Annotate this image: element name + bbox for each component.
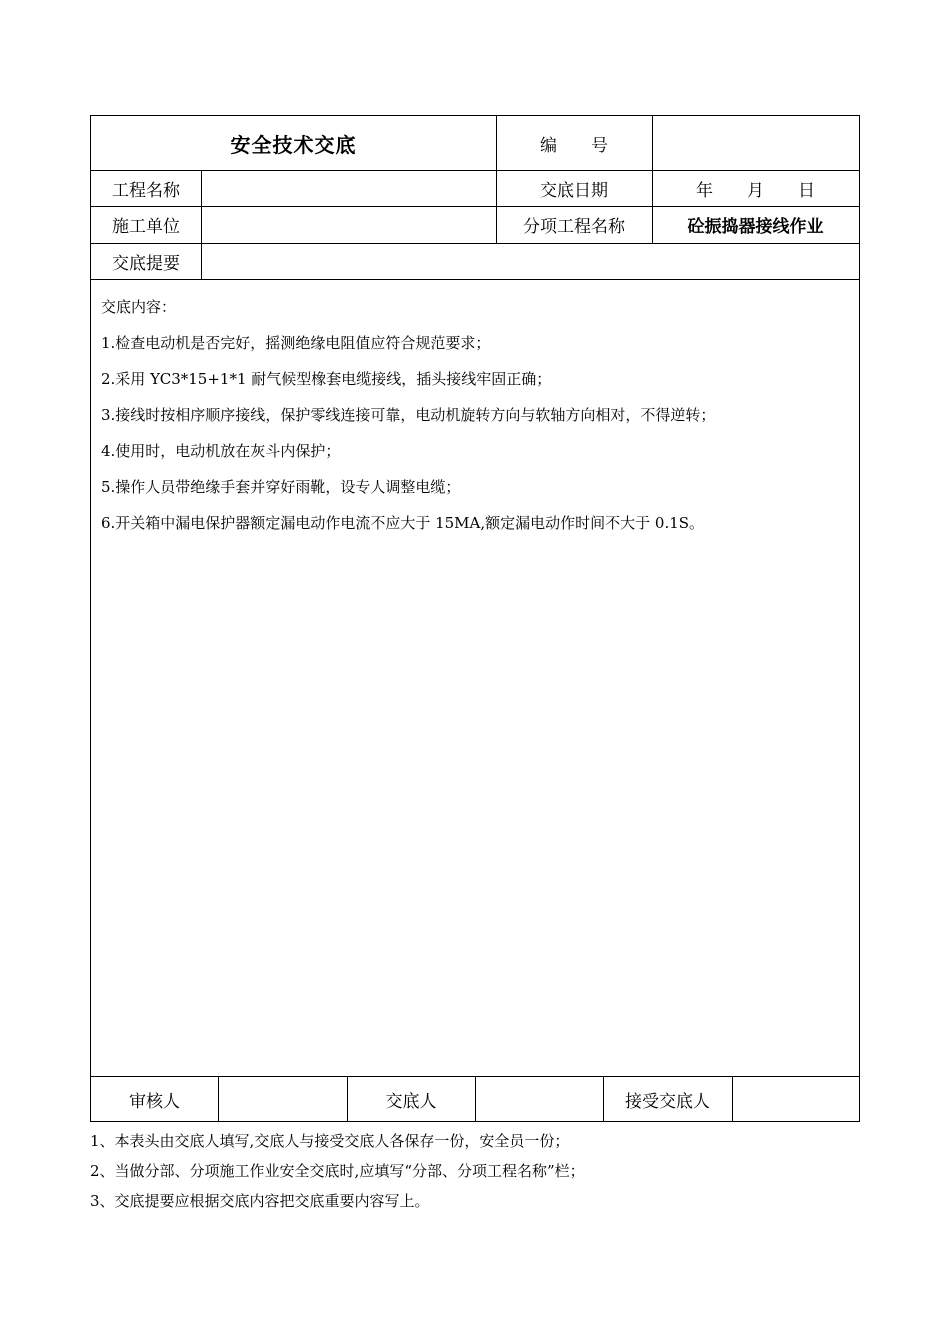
content-heading: 交底内容： bbox=[101, 298, 177, 316]
project-name-value[interactable] bbox=[201, 170, 496, 206]
content-item: 1.检查电动机是否完好，摇测绝缘电阻值应符合规范要求； bbox=[101, 334, 491, 352]
discloser-value[interactable] bbox=[475, 1076, 603, 1122]
footnote: 2、当做分部、分项施工作业安全交底时,应填写“分部、分项工程名称”栏； bbox=[90, 1162, 585, 1180]
sub-project-label: 分项工程名称 bbox=[523, 217, 625, 237]
footnote: 3、交底提要应根据交底内容把交底重要内容写上。 bbox=[90, 1192, 430, 1210]
receiver-value[interactable] bbox=[732, 1076, 859, 1122]
summary-label: 交底提要 bbox=[112, 253, 180, 274]
content-area bbox=[91, 279, 859, 1076]
summary-value[interactable] bbox=[201, 243, 859, 279]
date-label: 交底日期 bbox=[540, 180, 608, 201]
content-item: 2.采用 YC3*15+1*1 耐气候型橡套电缆接线，插头接线牢固正确； bbox=[101, 370, 552, 388]
sub-project-value[interactable]: 砼振捣器接线作业 bbox=[687, 217, 824, 237]
date-value[interactable]: 年 月 日 bbox=[696, 180, 815, 201]
reviewer-value[interactable] bbox=[218, 1076, 347, 1122]
discloser-label: 交底人 bbox=[385, 1091, 437, 1112]
content-text bbox=[101, 289, 849, 541]
content-item: 4.使用时，电动机放在灰斗内保护； bbox=[101, 442, 341, 460]
content-item: 3.接线时按相序顺序接线，保护零线连接可靠，电动机旋转方向与软轴方向相对，不得逆转； bbox=[101, 406, 716, 424]
safety-disclosure-form bbox=[90, 115, 860, 1122]
number-label: 编 号 bbox=[540, 135, 608, 156]
reviewer-label: 审核人 bbox=[129, 1091, 180, 1112]
unit-label: 施工单位 bbox=[112, 217, 180, 237]
unit-value[interactable] bbox=[201, 206, 496, 243]
content-item: 6.开关箱中漏电保护器额定漏电动作电流不应大于 15MA,额定漏电动作时间不大于 0.1S。 bbox=[101, 514, 705, 532]
project-name-label: 工程名称 bbox=[112, 180, 180, 201]
number-value[interactable] bbox=[652, 116, 859, 170]
footnotes bbox=[90, 1126, 585, 1216]
form-title: 安全技术交底 bbox=[230, 132, 357, 157]
footnote: 1、本表头由交底人填写,交底人与接受交底人各保存一份，安全员一份； bbox=[90, 1132, 570, 1150]
content-item: 5.操作人员带绝缘手套并穿好雨靴，设专人调整电缆； bbox=[101, 478, 461, 496]
receiver-label: 接受交底人 bbox=[625, 1091, 710, 1112]
